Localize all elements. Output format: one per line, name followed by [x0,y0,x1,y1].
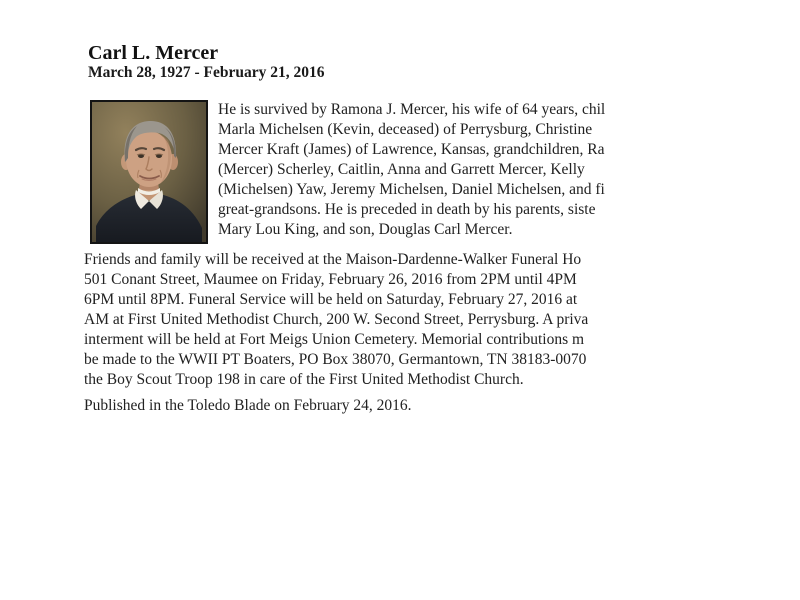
text-line: He is survived by Ramona J. Mercer, his wife of 64 years, chil [218,101,606,118]
text-line: interment will be held at Fort Meigs Union Cemetery. Memorial contributions m [84,331,585,348]
text-line: AM at First United Methodist Church, 200 W. Second Street, Perrysburg. A priva [84,311,589,328]
text-line: 501 Conant Street, Maumee on Friday, February 26, 2016 from 2PM until 4PM [84,271,577,288]
publication-note: Published in the Toledo Blade on February 24, 2016. [84,397,412,414]
survivors-paragraph [218,100,662,242]
deceased-name: Carl L. Mercer [88,42,219,64]
services-paragraph [84,250,662,392]
portrait-photo [90,100,208,244]
text-line: 6PM until 8PM. Funeral Service will be held on Saturday, February 27, 2016 at [84,291,578,308]
text-line: Marla Michelsen (Kevin, deceased) of Perrysburg, Christine [218,121,593,138]
text-line: (Mercer) Scherley, Caitlin, Anna and Garrett Mercer, Kelly [218,161,585,178]
text-line: great-grandsons. He is preceded in death by his parents, siste [218,201,596,218]
elderly-man-portrait-image [92,102,206,242]
text-line: Friends and family will be received at the Maison-Dardenne-Walker Funeral Ho [84,251,582,268]
text-line: be made to the WWII PT Boaters, PO Box 38070, Germantown, TN 38183-0070 [84,351,587,368]
life-dates: March 28, 1927 - February 21, 2016 [88,64,325,81]
text-line: Mercer Kraft (James) of Lawrence, Kansas, grandchildren, Ra [218,141,605,158]
text-line: the Boy Scout Troop 198 in care of the First United Methodist Church. [84,371,524,388]
text-line: Mary Lou King, and son, Douglas Carl Mercer. [218,221,513,238]
text-line: (Michelsen) Yaw, Jeremy Michelsen, Daniel Michelsen, and fi [218,181,605,198]
